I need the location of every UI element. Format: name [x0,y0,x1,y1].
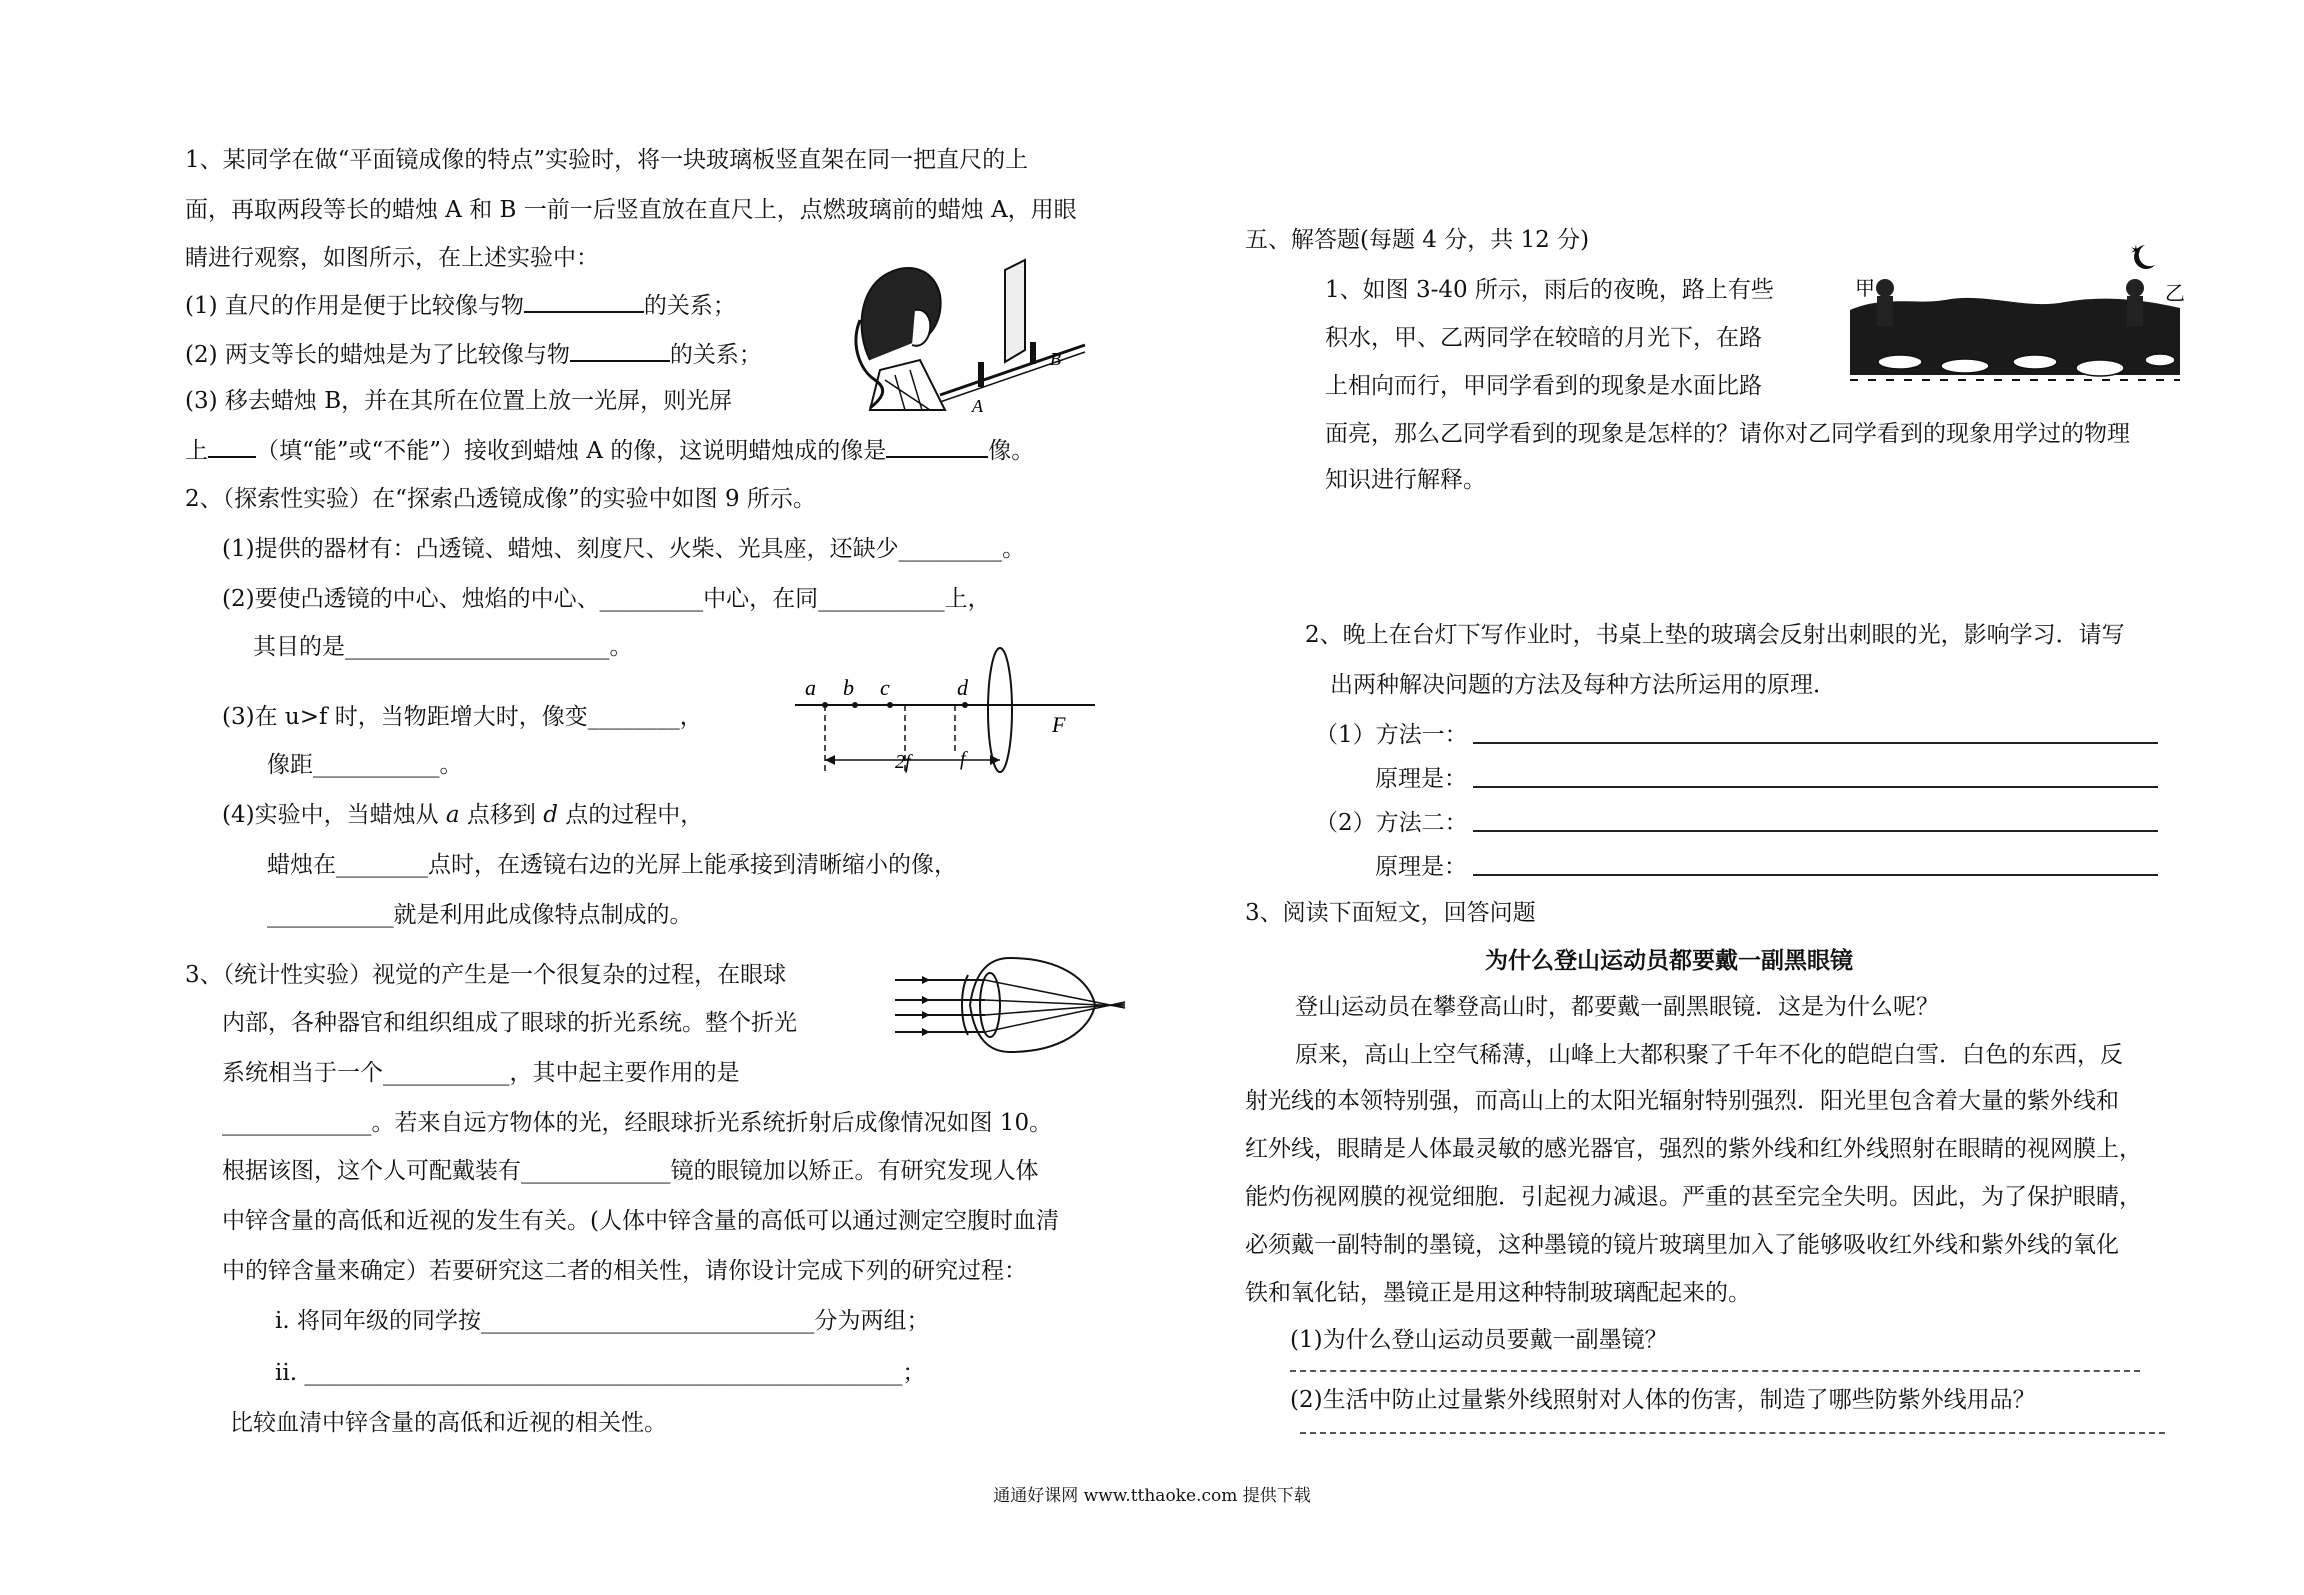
q3-line-4: _____________。若来自远方物体的光，经眼球折光系统折射后成像情况如图 10。 [222,1110,1053,1136]
q1-blank-4[interactable] [886,434,988,458]
q1-line-3: 睛进行观察，如图所示，在上述实验中： [185,245,599,271]
article-title: 为什么登山运动员都要戴一副黑眼镜 [1485,947,1853,974]
article-line-4: 红外线，眼睛是人体最灵敏的感光器官，强烈的紫外线和红外线照射在眼睛的视网膜上， [1245,1136,2142,1162]
q1-sub-3: (3) 移去蜡烛 B，并在其所在位置上放一光屏，则光屏 [185,388,733,414]
label-f: f [960,748,966,770]
q3-line-5: 根据该图，这个人可配戴装有_____________镜的眼镜加以矫正。有研究发现人体 [222,1158,1039,1184]
label-f-point: F [1052,712,1066,737]
q3-line-9: ii. ____________________________________________________； [275,1360,926,1386]
label-2f: 2f [895,751,911,773]
q2-point-a: a [445,802,460,828]
q1-sub-1-text: (1) 直尺的作用是便于比较像与物 [185,293,524,319]
r-q1-line-5: 知识进行解释。 [1325,467,1486,493]
method-1-line[interactable] [1473,742,2158,744]
label-c-point: c [880,675,890,700]
q1-sub-4 [185,434,1034,466]
q2-line-8: 蜡烛在________点时，在透镜右边的光屏上能承接到清晰缩小的像， [267,852,957,878]
label-jia: 甲 [1855,276,1875,300]
star-icon: ✶ [2130,243,2142,259]
q1-sub-2-tail: 的关系； [669,342,762,368]
q1-line-2: 面，再取两段等长的蜡烛 A 和 B 一前一后竖直放在直尺上，点燃玻璃前的蜡烛 A，用眼 [185,197,1077,223]
footer-credit: 通通好课网 www.tthaoke.com 提供下载 [993,1486,1311,1506]
candle-a [978,362,984,387]
q1-sub-2 [185,338,762,370]
q1-sub-4-mid: （填“能”或“不能”）接收到蜡烛 A 的像，这说明蜡烛成的像是 [256,438,887,464]
principle-2-label: 原理是： [1375,854,1467,880]
night-road-figure [1845,230,2185,410]
article-line-3: 射光线的本领特别强，而高山上的太阳光辐射特别强烈．阳光里包含着大量的紫外线和 [1245,1088,2119,1114]
plane-mirror-figure [850,250,1090,415]
r-q1-line-4: 面亮，那么乙同学看到的现象是怎样的？请你对乙同学看到的现象用学过的物理 [1325,421,2130,447]
principle-2-line[interactable] [1473,874,2158,876]
q1-blank-2[interactable] [570,338,670,362]
candle-b [1030,342,1036,364]
r-q2-line-1: 2、晚上在台灯下写作业时，书桌上垫的玻璃会反射出刺眼的光，影响学习．请写 [1305,622,2125,648]
q2-line-7-mid: 点移到 [459,802,544,828]
method-2-line[interactable] [1473,830,2158,832]
q1-sub-1 [185,289,736,321]
label-a-point: a [805,675,816,700]
q2-line-3: (2)要使凸透镜的中心、烛焰的中心、_________中心，在同___________上， [222,586,991,612]
article-para-2: 原来，高山上空气稀薄，山峰上大都积聚了千年不化的皑皑白雪．白色的东西，反 [1295,1042,2123,1068]
q1-blank-1[interactable] [524,289,644,313]
q1-sub-4-text: 上 [185,438,208,464]
label-yi: 乙 [2165,281,2185,305]
label-b: B [1050,349,1061,369]
puddle [1941,359,1989,373]
q1-line-1: 1、某同学在做“平面镜成像的特点”实验时，将一块玻璃板竖直架在同一把直尺的上 [185,147,1029,173]
eye-figure [890,950,1130,1060]
label-b-point: b [843,675,854,700]
convex-lens-figure [795,640,1095,790]
q3-line-10: 比较血清中锌含量的高低和近视的相关性。 [230,1410,667,1436]
q3-line-2: 内部，各种器官和组织组成了眼球的折光系统。整个折光 [222,1010,797,1036]
answer-line-2[interactable] [1300,1432,2165,1434]
q2-point-d: d [543,802,558,828]
puddle [2013,355,2057,369]
q3-line-1: 3、（统计性实验）视觉的产生是一个很复杂的过程，在眼球 [185,962,787,988]
puddle [1878,355,1922,369]
q2-line-4: 其目的是_______________________。 [253,634,633,660]
q3-line-3: 系统相当于一个___________，其中起主要作用的是 [222,1060,740,1086]
article-para-1: 登山运动员在攀登高山时，都要戴一副黑眼镜．这是为什么呢？ [1295,994,1939,1020]
principle-1-label: 原理是： [1375,766,1467,792]
puddle [2145,354,2175,366]
sub-question-1: (1)为什么登山运动员要戴一副墨镜？ [1290,1327,1668,1353]
puddle [2076,360,2124,376]
lens-shape [988,648,1012,772]
q2-line-1: 2、（探索性实验）在“探索凸透镜成像”的实验中如图 9 所示。 [185,486,816,512]
r-q1-line-2: 积水，甲、乙两同学在较暗的月光下，在路 [1325,325,1762,351]
q2-line-7-text: (4)实验中，当蜡烛从 [222,802,446,828]
r-q2-line-2: 出两种解决问题的方法及每种方法所运用的原理． [1330,672,1836,698]
q2-line-9: ___________就是利用此成像特点制成的。 [267,902,693,928]
q3-line-6: 中锌含量的高低和近视的发生有关。(人体中锌含量的高低可以通过测定空腹时血清 [222,1208,1059,1234]
principle-1-line[interactable] [1473,786,2158,788]
q1-sub-1-tail: 的关系； [643,293,736,319]
article-line-6: 必须戴一副特制的墨镜，这种墨镜的镜片玻璃里加入了能够吸收红外线和紫外线的氧化 [1245,1232,2119,1258]
q1-blank-3[interactable] [208,434,256,458]
article-line-5: 能灼伤视网膜的视觉细胞．引起视力减退。严重的甚至完全失明。因此，为了保护眼睛， [1245,1184,2142,1210]
q1-sub-2-text: (2) 两支等长的蜡烛是为了比较像与物 [185,342,570,368]
q2-line-7-tail: 点的过程中， [557,802,704,828]
r-q3-line-1: 3、阅读下面短文，回答问题 [1245,900,1536,926]
label-a: A [972,396,983,415]
q2-line-6: 像距___________。 [267,752,463,778]
q2-line-2: (1)提供的器材有：凸透镜、蜡烛、刻度尺、火柴、光具座，还缺少_________。 [222,536,1026,562]
r-q1-line-1: 1、如图 3-40 所示，雨后的夜晚，路上有些 [1325,277,1774,303]
q3-line-7: 中的锌含量来确定）若要研究这二者的相关性，请你设计完成下列的研究过程： [222,1258,1027,1284]
article-line-7: 铁和氧化钴，墨镜正是用这种特制玻璃配起来的。 [1245,1280,1751,1306]
q1-sub-4-tail: 像。 [988,438,1035,464]
r-q1-line-3: 上相向而行，甲同学看到的现象是水面比路 [1325,373,1762,399]
q3-line-8: i. 将同年级的同学按_____________________________分为两组； [275,1308,930,1334]
section-title: 五、解答题(每题 4 分，共 12 分) [1245,227,1590,253]
q2-line-7 [222,800,703,830]
method-1-label: （1）方法一： [1315,722,1468,748]
sub-question-2: (2)生活中防止过量紫外线照射对人体的伤害，制造了哪些防紫外线用品？ [1290,1387,2036,1413]
label-d-point: d [957,675,968,700]
method-2-label: （2）方法二： [1315,810,1468,836]
q2-line-5: (3)在 u>f 时，当物距增大时，像变________， [222,704,703,730]
answer-line-1[interactable] [1290,1370,2140,1372]
